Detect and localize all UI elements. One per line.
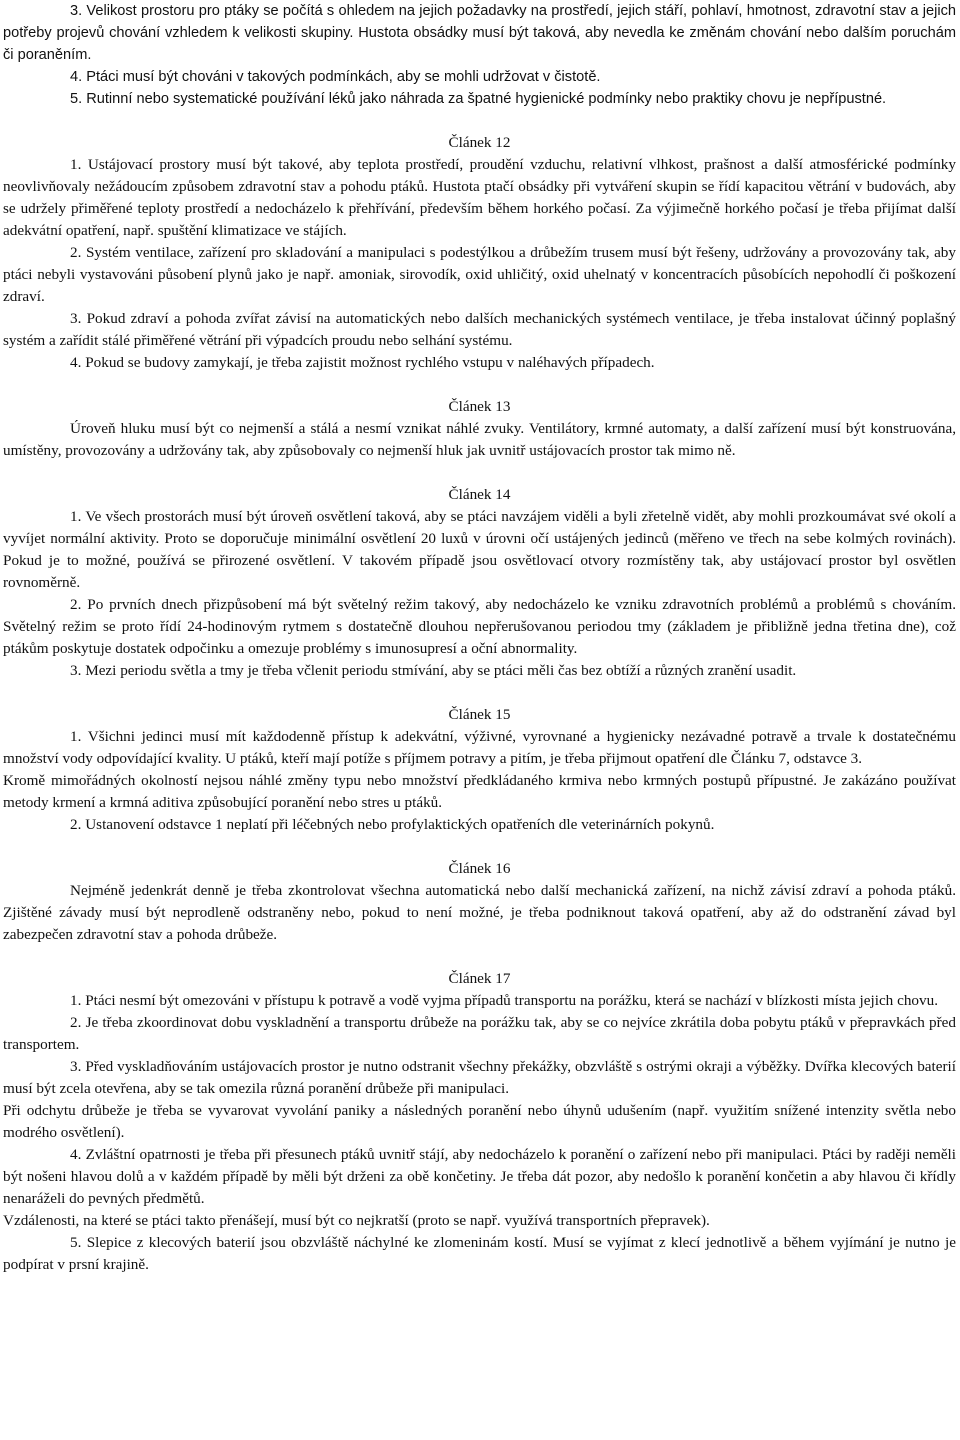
article-paragraph: 1. Ve všech prostorách musí být úroveň osvětlení taková, aby se ptáci navzájem viděli a byli zřetelně vidět, aby mohli prozkoumávat své okolí a vyvíjet normální aktivity. Proto se doporučuje minimální osvětlení 20 luxů v úrovni očí ustájených jedinců (měřeno ve třech na sebe kolmých rovinách). Pokud je to možné, používá se přirozené osvětlení. V takovém případě jsou osvětlovací otvory rozmístěny tak, aby ustájovací prostor byl osvětlen rovnoměrně. [3,508,956,591]
intro-paragraph-5: 5. Rutinní nebo systematické používání léků jako náhrada za špatné hygienické podmínky nebo praktiky chovu je nepřípustné. [70,91,887,107]
intro-paragraph-3: 3. Velikost prostoru pro ptáky se počítá s ohledem na jejich požadavky na prostředí, jejich stáří, pohlaví, hmotnost, zdravotní stav a jejich potřeby projevů chování vzhledem k velikosti skupiny. Hustota obsádky musí být taková, aby nevedla ke změnám chování nebo dalším poruchám či poraněním. [3,3,956,63]
intro-section [3,0,956,110]
article-section [3,858,956,946]
article-section [3,968,956,1276]
article-heading: Článek 16 [448,860,511,877]
article-paragraph: 3. Před vyskladňováním ustájovacích prostor je nutno odstranit všechny překážky, obzvláště s ostrými okraji a výběžky. Dvířka klecových baterií musí být zcela otevřena, aby se tak omezila různá poranění drůbeže při manipulaci. [3,1058,956,1097]
article-paragraph: 1. Všichni jedinci musí mít každodenně přístup k adekvátní, výživné, vyrovnané a hygienicky nezávadné potravě a trvale k dostatečnému množství vody odpovídající kvality. U ptáků, kteří mají potíže s příjmem potravy a pitím, je třeba přijmout opatření dle Článku 7, odstavce 3. [3,728,956,767]
article-paragraph: 4. Pokud se budovy zamykají, je třeba zajistit možnost rychlého vstupu v naléhavých případech. [70,354,655,371]
article-heading: Článek 14 [448,486,511,503]
article-heading: Článek 15 [448,706,511,723]
article-paragraph: 3. Pokud zdraví a pohoda zvířat závisí na automatických nebo dalších mechanických systémech ventilace, je třeba instalovat účinný poplašný systém a zařídit stálé přiměřené větrání při výpadcích proudu nebo selhání systému. [3,310,956,349]
article-paragraph: 4. Zvláštní opatrnosti je třeba při přesunech ptáků uvnitř stájí, aby nedocházelo k poranění o zařízení nebo při manipulaci. Ptáci by raději neměli být nošeni hlavou dolů a v každém případě by měli být drženi za obě končetiny. Je třeba dát pozor, aby nedošlo k poranění končetin a aby hlavou či křídly nenaráželi do pevných předmětů. [3,1146,956,1207]
articles-container [3,132,956,1276]
article-section [3,132,956,374]
intro-paragraph-4: 4. Ptáci musí být chováni v takových podmínkách, aby se mohli udržovat v čistotě. [70,69,601,85]
article-paragraph: Kromě mimořádných okolností nejsou náhlé změny typu nebo množství předkládaného krmiva nebo krmných postupů přípustné. Je zakázáno používat metody krmení a krmná aditiva způsobující poranění nebo stres u ptáků. [3,772,956,811]
article-heading: Článek 17 [448,970,511,987]
article-paragraph: 1. Ustájovací prostory musí být takové, aby teplota prostředí, proudění vzduchu, relativní vlhkost, prašnost a další atmosférické podmínky neovlivňovaly nežádoucím způsobem zdravotní stav a pohodu ptáků. Hustota ptačí obsádky při vytváření skupin se řídí kapacitou větrání v budovách, aby se udržely přiměřené teploty prostředí a nedocházelo k přehřívání, především během horkého počasí. Za výjimečně horkého počasí je třeba přijímat další adekvátní opatření, např. spuštění klimatizace ve stájích. [3,156,956,239]
article-heading: Článek 12 [448,134,511,151]
article-paragraph: 5. Slepice z klecových baterií jsou obzvláště náchylné ke zlomeninám kostí. Musí se vyjímat z klecí jednotlivě a během vyjímání je nutno je podpírat v prsní krajině. [3,1234,956,1273]
article-paragraph: 3. Mezi periodu světla a tmy je třeba včlenit periodu stmívání, aby se ptáci měli čas bez obtíží a různých zranění usadit. [70,662,797,679]
article-paragraph: 2. Po prvních dnech přizpůsobení má být světelný režim takový, aby nedocházelo ke vzniku zdravotních problémů a problémů s chováním. Světelný režim se proto řídí 24-hodinovým rytmem s dostatečně dlouhou nepřerušovanou periodou tmy (základem je přibližně jedna třetina dne), což ptákům poskytuje dostatek odpočinku a omezuje problémy s imunosupresí a oční abnormality. [3,596,956,657]
article-section [3,704,956,836]
article-paragraph: Vzdálenosti, na které se ptáci takto přenášejí, musí být co nejkratší (proto se např. využívá transportních přepravek). [3,1212,710,1229]
article-paragraph: 2. Je třeba zkoordinovat dobu vyskladnění a transportu drůbeže na porážku tak, aby se co nejvíce zkrátila doba pobytu ptáků v přepravkách před transportem. [3,1014,956,1053]
article-section [3,396,956,462]
article-paragraph: 1. Ptáci nesmí být omezováni v přístupu k potravě a vodě vyjma případů transportu na porážku, která se nachází v blízkosti místa jejich chovu. [70,992,938,1009]
article-paragraph: Úroveň hluku musí být co nejmenší a stálá a nesmí vznikat náhlé zvuky. Ventilátory, krmné automaty, a další zařízení musí být konstruována, umístěny, provozovány a udržovány tak, aby způsobovaly co nejmenší hluk jak uvnitř ustájovacích prostor tak mimo ně. [3,420,956,459]
article-section [3,484,956,682]
article-paragraph: 2. Ustanovení odstavce 1 neplatí při léčebných nebo profylaktických opatřeních dle veterinárních pokynů. [70,816,715,833]
article-heading: Článek 13 [448,398,511,415]
article-paragraph: 2. Systém ventilace, zařízení pro skladování a manipulaci s podestýlkou a drůbežím trusem musí být řešeny, udržovány a provozovány tak, aby ptáci nebyli vystavováni působení plynů jako je např. amoniak, sirovodík, oxid uhličitý, oxid uhelnatý v koncentracích působících nepohodlí či poškození zdraví. [3,244,956,305]
article-paragraph: Nejméně jedenkrát denně je třeba zkontrolovat všechna automatická nebo další mechanická zařízení, na nichž závisí zdraví a pohoda ptáků. Zjištěné závady musí být neprodleně odstraněny nebo, pokud to není možné, je třeba podniknout taková opatření, aby až do odstranění závad byl zabezpečen zdravotní stav a pohoda drůbeže. [3,882,956,943]
article-paragraph: Při odchytu drůbeže je třeba se vyvarovat vyvolání paniky a následných poranění nebo úhynů udušením (např. využitím snížené intenzity světla nebo modrého osvětlení). [3,1102,956,1141]
